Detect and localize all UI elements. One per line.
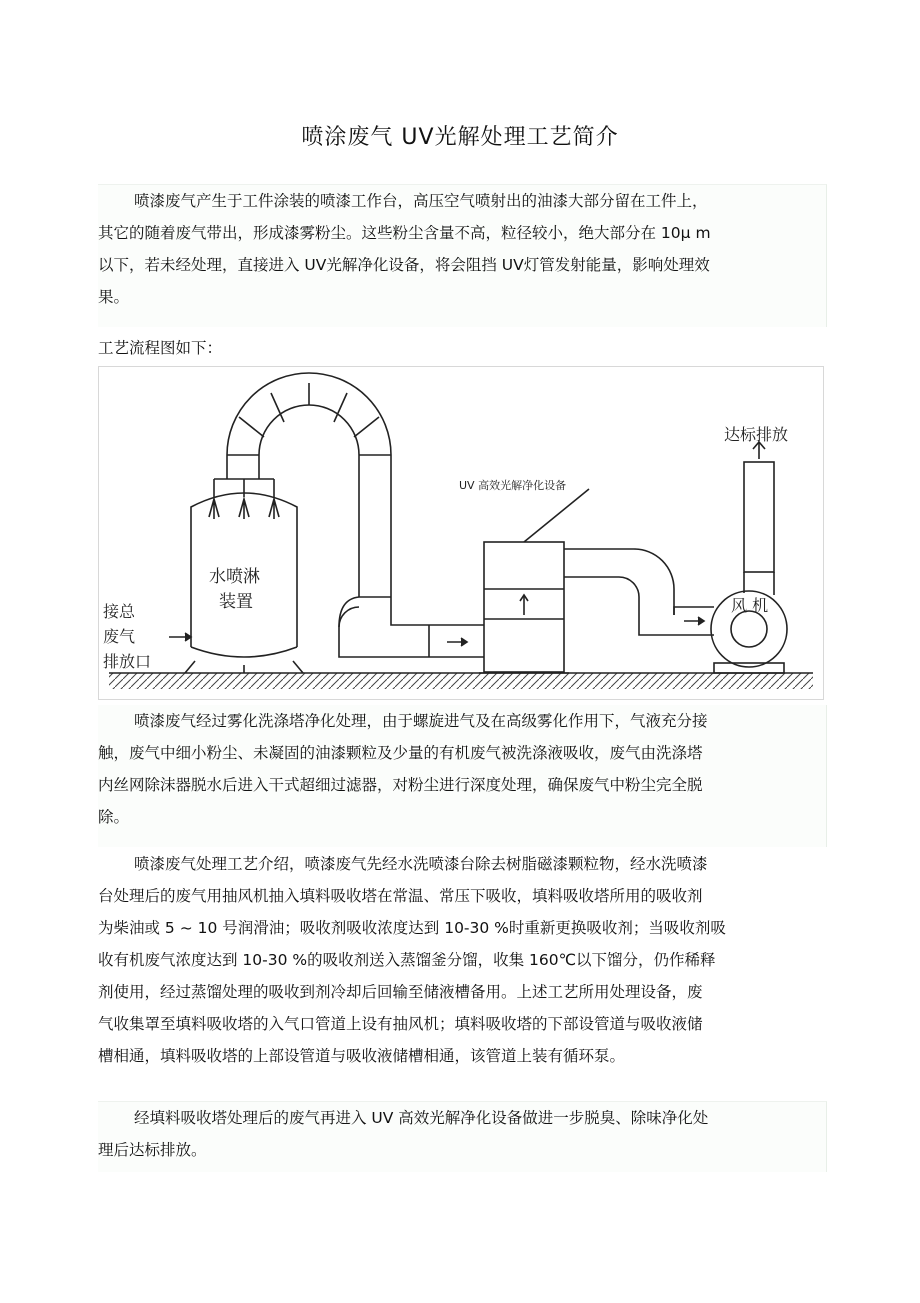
paragraph-3-line: 剂使用，经过蒸馏处理的吸收到剂冷却后回输至储液槽备用。上述工艺所用处理设备，废 <box>98 983 703 1001</box>
diagram-caption: 工艺流程图如下： <box>98 339 223 357</box>
fan <box>711 442 787 673</box>
label-spray-1: 水喷淋 <box>209 567 260 587</box>
arch-duct <box>227 373 391 597</box>
paragraph-3 <box>98 848 826 1100</box>
paragraph-3-line: 喷漆废气处理工艺介绍，喷漆废气先经水洗喷漆台除去树脂磁漆颗粒物，经水洗喷漆 <box>134 855 708 873</box>
paragraph-2-line: 触，废气中细小粉尘、未凝固的油漆颗粒及少量的有机废气被洗涤液吸收，废气由洗涤塔 <box>98 744 703 762</box>
ground-hatch <box>109 673 813 689</box>
uv-leader-line <box>524 489 589 542</box>
paragraph-4 <box>98 1101 827 1172</box>
paragraph-2-line: 喷漆废气经过雾化洗涤塔净化处理，由于螺旋进气及在高级雾化作用下，气液充分接 <box>134 712 708 730</box>
label-spray-2: 装置 <box>219 592 253 612</box>
label-inlet-1: 接总 <box>103 602 136 621</box>
paragraph-4-line: 理后达标排放。 <box>98 1141 207 1159</box>
uv-purification-unit <box>479 489 589 673</box>
paragraph-2-line: 内丝网除沫器脱水后进入干式超细过滤器，对粉尘进行深度处理，确保废气中粉尘完全脱 <box>98 776 703 794</box>
label-inlet-2: 废气 <box>103 627 136 646</box>
paragraph-1-line: 果。 <box>98 288 130 306</box>
paragraph-1-line: 以下，若未经处理，直接进入 UV光解净化设备，将会阻挡 UV灯管发射能量，影响处理效 <box>98 256 710 274</box>
paragraph-1-line: 喷漆废气产生于工件涂装的喷漆工作台，高压空气喷射出的油漆大部分留在工件上， <box>134 192 708 210</box>
lower-duct <box>339 597 484 657</box>
label-fan: 风 机 <box>731 596 769 615</box>
paragraph-3-line: 气收集罩至填料吸收塔的入气口管道上设有抽风机；填料吸收塔的下部设管道与吸收液储 <box>98 1015 703 1033</box>
paragraph-3-line: 为柴油或 5 ~ 10 号润滑油；吸收剂吸收浓度达到 10-30 %时重新更换吸收剂；当吸收剂吸 <box>98 919 726 937</box>
process-flow-diagram <box>98 366 824 700</box>
label-inlet-3: 排放口 <box>103 652 152 671</box>
paragraph-1 <box>98 184 827 327</box>
label-uv-unit: UV 高效光解净化设备 <box>459 479 567 492</box>
paragraph-3-line: 台处理后的废气用抽风机抽入填料吸收塔在常温、常压下吸收，填料吸收塔所用的吸收剂 <box>98 887 703 905</box>
paragraph-3-line: 槽相通，填料吸收塔的上部设管道与吸收液储槽相通，该管道上装有循环泵。 <box>98 1047 626 1065</box>
paragraph-3-line: 收有机废气浓度达到 10-30 %的吸收剂送入蒸馏釜分馏，收集 160℃以下馏分，仍作稀释 <box>98 951 716 969</box>
process-flow-svg <box>99 367 823 699</box>
paragraph-4-line: 经填料吸收塔处理后的废气再进入 UV 高效光解净化设备做进一步脱臭、除味净化处 <box>134 1109 709 1127</box>
paragraph-2-line: 除。 <box>98 808 130 826</box>
outlet-duct <box>564 549 714 635</box>
label-outlet: 达标排放 <box>724 425 789 444</box>
paragraph-1-line: 其它的随着废气带出，形成漆雾粉尘。这些粉尘含量不高，粒径较小，绝大部分在 10μ m <box>98 224 711 242</box>
paragraph-2 <box>98 705 827 847</box>
page-title: 喷涂废气 UV光解处理工艺简介 <box>301 125 619 150</box>
